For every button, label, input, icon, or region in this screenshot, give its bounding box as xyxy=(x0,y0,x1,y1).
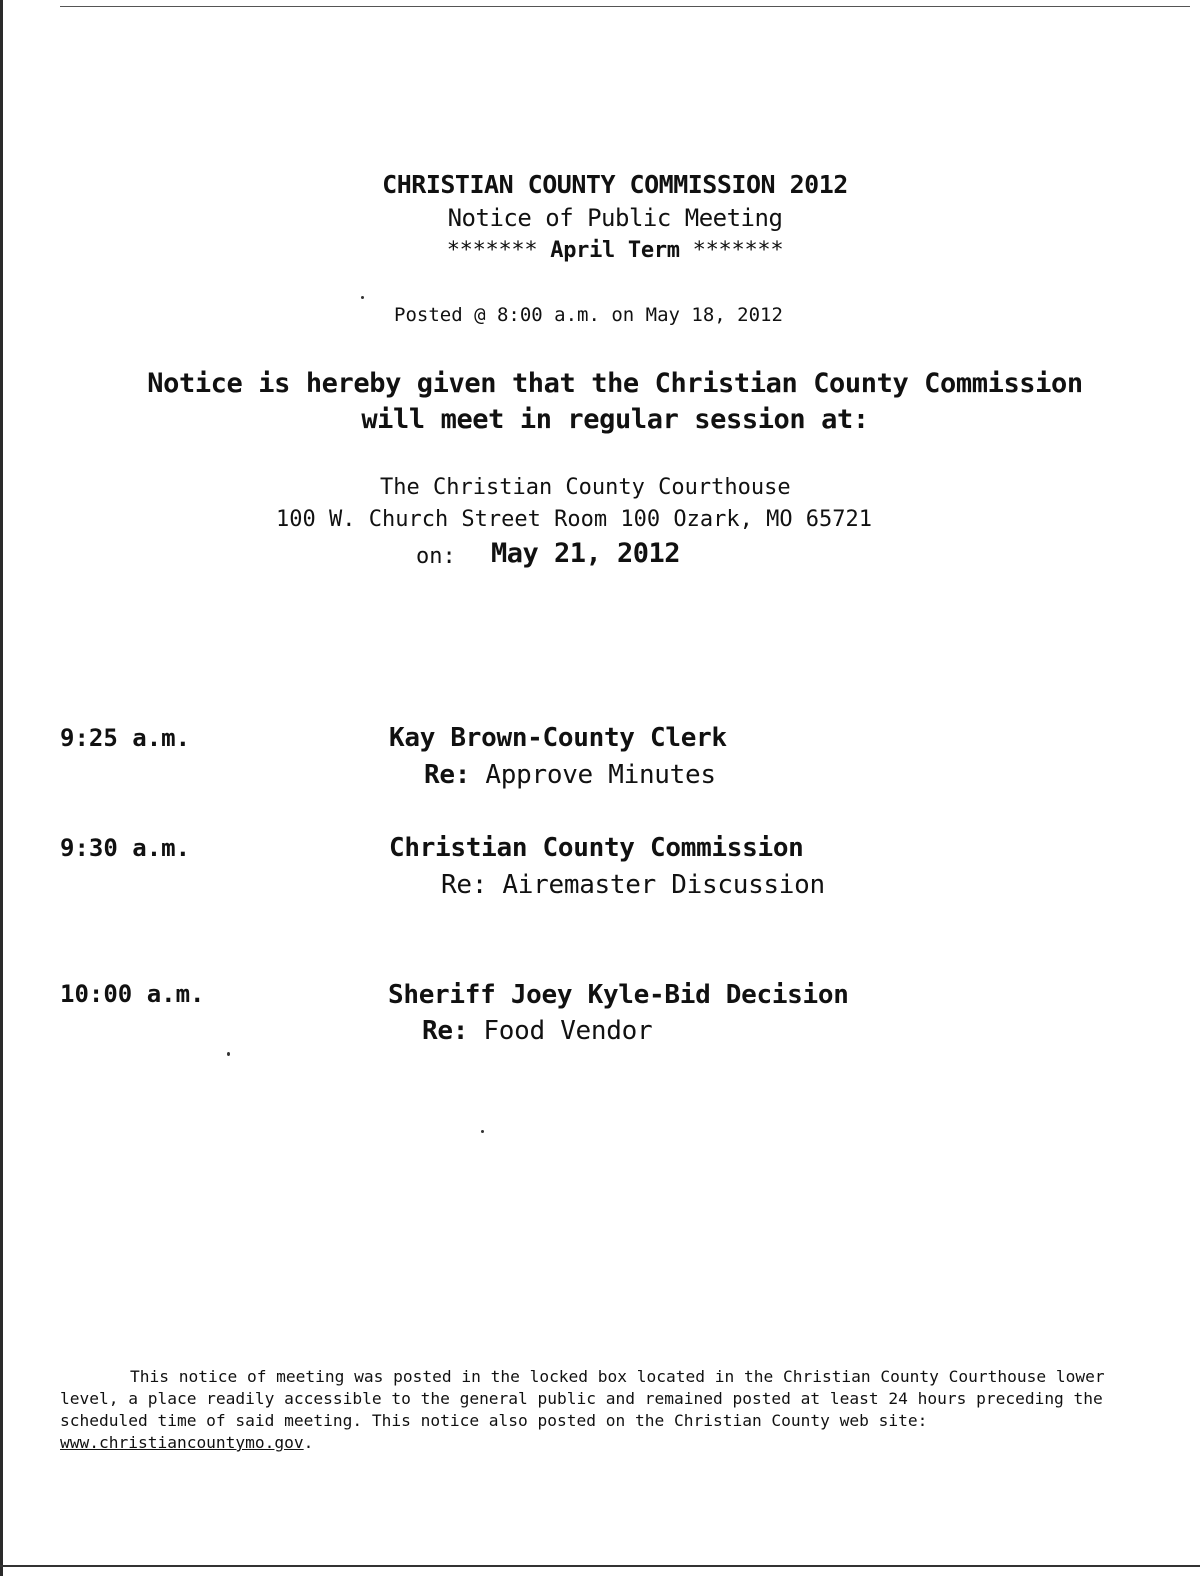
agenda-re-3 xyxy=(422,1016,652,1046)
scan-speck xyxy=(227,1052,230,1056)
agenda-re-text-3: Food Vendor xyxy=(483,1016,653,1046)
agenda-re-text-1: Approve Minutes xyxy=(485,760,716,790)
agenda-re-text-2: Airemaster Discussion xyxy=(502,870,825,900)
posting-notice-text: This notice of meeting was posted in the locked box located in the Christian County Courthouse lower level, a place readily accessible to the general public and remained posted at least 24 hours preceding the scheduled time of said meeting. This notice also posted on the Christian County web site: xyxy=(60,1367,1105,1430)
agenda-presenter-1: Kay Brown-County Clerk xyxy=(389,723,727,753)
notice-line-2: will meet in regular session at: xyxy=(361,404,869,435)
scan-edge-bottom xyxy=(0,1565,1200,1567)
term-stars-left: ******* xyxy=(446,238,538,263)
agenda-re-2 xyxy=(441,870,825,900)
county-website-link[interactable]: www.christiancountymo.gov xyxy=(60,1433,304,1452)
meeting-date: May 21, 2012 xyxy=(491,538,681,569)
posted-line: Posted @ 8:00 a.m. on May 18, 2012 xyxy=(394,304,783,326)
posting-notice-end: . xyxy=(303,1433,314,1452)
notice-line-1: Notice is hereby given that the Christian County Commission xyxy=(147,368,1083,399)
agenda-time-1: 9:25 a.m. xyxy=(60,724,191,752)
agenda-time-2: 9:30 a.m. xyxy=(60,834,191,862)
meeting-date-label: on: xyxy=(416,544,456,569)
agenda-re-1 xyxy=(424,760,716,790)
scan-speck xyxy=(481,1130,484,1133)
scan-edge-left xyxy=(0,0,3,1576)
scan-speck xyxy=(361,296,364,299)
term-line xyxy=(0,238,1200,263)
scan-edge-top xyxy=(60,6,1190,7)
agenda-presenter-3: Sheriff Joey Kyle-Bid Decision xyxy=(388,980,849,1010)
posting-notice xyxy=(60,1366,1145,1454)
agenda-re-label-1: Re: xyxy=(424,760,471,790)
document-subtitle: Notice of Public Meeting xyxy=(447,204,783,232)
document-title: CHRISTIAN COUNTY COMMISSION 2012 xyxy=(382,170,848,199)
location-address: 100 W. Church Street Room 100 Ozark, MO 65721 xyxy=(276,507,873,532)
term-label: April Term xyxy=(550,238,680,263)
agenda-re-label-2: Re: xyxy=(441,870,488,900)
agenda-re-label-3: Re: xyxy=(422,1016,469,1046)
term-stars-right: ******* xyxy=(692,238,784,263)
location-building: The Christian County Courthouse xyxy=(380,475,791,500)
agenda-time-3: 10:00 a.m. xyxy=(60,980,205,1008)
agenda-presenter-2: Christian County Commission xyxy=(389,833,804,863)
